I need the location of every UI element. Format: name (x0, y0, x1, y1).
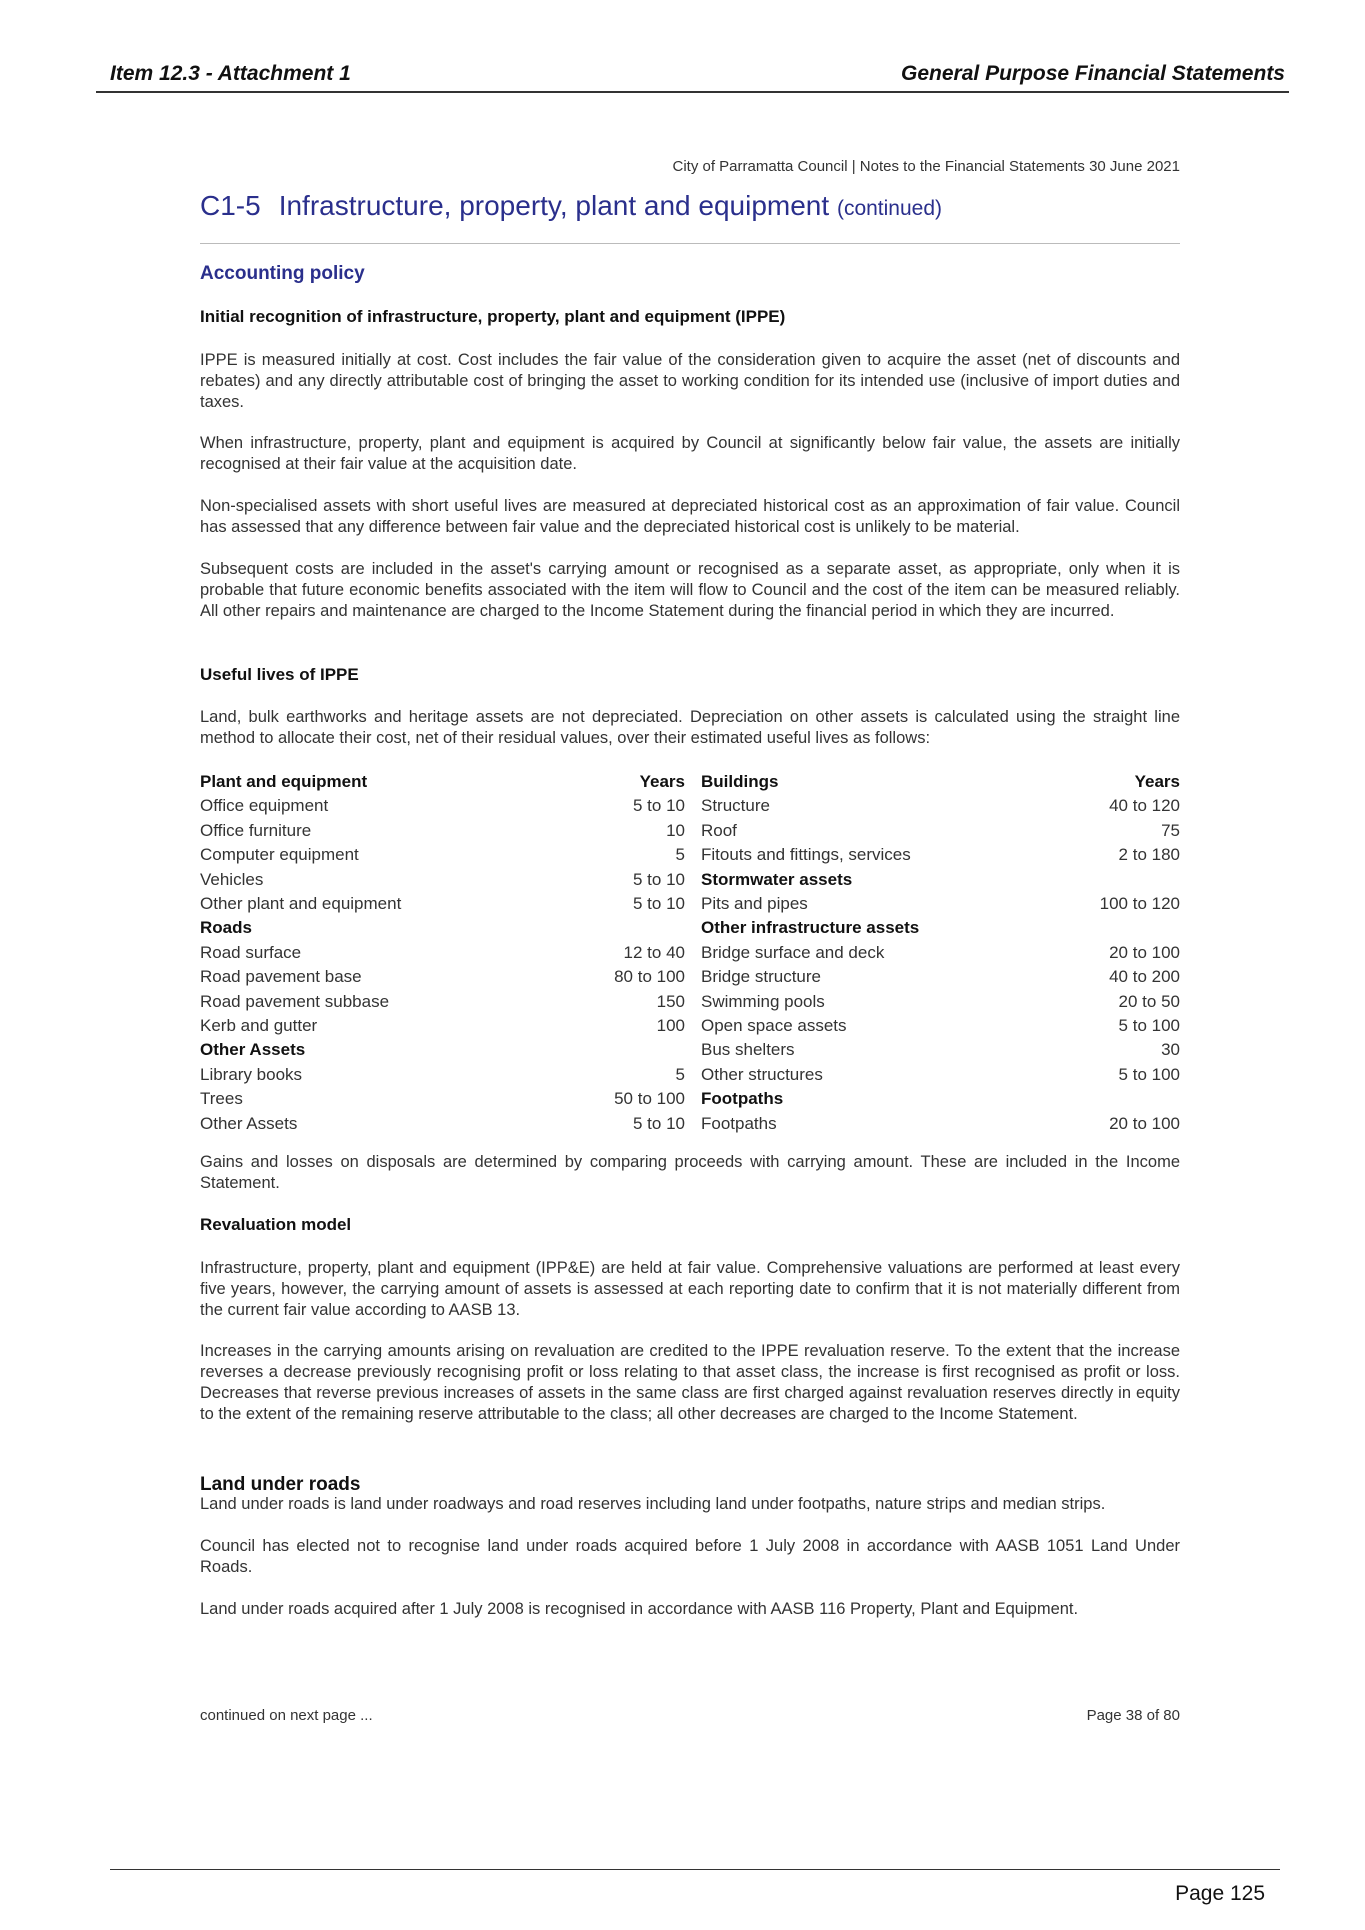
left-useful-life: 5 to 10 (633, 1113, 685, 1133)
right-useful-life (1021, 916, 1180, 940)
right-useful-life: 40 to 200 (1109, 967, 1180, 987)
running-head: City of Parramatta Council | Notes to the Financial Statements 30 June 2021 (672, 158, 1180, 175)
right-useful-life: 20 to 100 (1109, 1113, 1180, 1133)
land-under-roads-heading: Land under roads (200, 1474, 361, 1495)
section-title-text: Infrastructure, property, plant and equipment (278, 190, 830, 221)
useful-lives-row (200, 892, 1180, 916)
left-asset-name: Office furniture (200, 820, 312, 840)
land-under-roads-p1: Land under roads is land under roadways and road reserves including land under footpaths, nature strips and median strips. (200, 1495, 1106, 1513)
right-asset-name: Stormwater assets (701, 869, 853, 889)
right-useful-life: Years (1134, 772, 1180, 791)
left-useful-life (500, 1038, 701, 1062)
attachment-header: Item 12.3 - Attachment 1 (110, 62, 351, 85)
useful-lives-row (200, 819, 1180, 843)
title-rule (200, 243, 1180, 244)
left-asset-name: Vehicles (200, 869, 264, 889)
left-asset-name: Library books (200, 1064, 303, 1084)
left-useful-life: Years (639, 772, 685, 791)
initial-recognition-p1: IPPE is measured initially at cost. Cost includes the fair value of the consideration given to acquire the asset (net of discounts and rebates) and any directly attributable cost of bringing the asset to working condition for its intended use (inclusive of import duties and taxes. (200, 351, 1180, 411)
page-number: Page 125 (1175, 1882, 1265, 1905)
left-asset-name: Kerb and gutter (200, 1016, 318, 1036)
useful-lives-row (200, 1014, 1180, 1038)
useful-lives-row (200, 1063, 1180, 1087)
right-asset-name: Fitouts and fittings, services (701, 845, 911, 865)
left-useful-life: 5 to 10 (633, 869, 685, 889)
left-useful-life: 50 to 100 (614, 1089, 685, 1109)
accounting-policy-heading: Accounting policy (200, 263, 365, 284)
revaluation-heading: Revaluation model (200, 1215, 352, 1234)
left-asset-name: Road pavement base (200, 967, 362, 987)
right-asset-name: Other structures (701, 1064, 823, 1084)
right-asset-name: Footpaths (701, 1089, 784, 1109)
right-asset-name: Swimming pools (701, 991, 825, 1011)
right-asset-name: Roof (701, 820, 737, 840)
useful-lives-row (200, 868, 1180, 892)
right-asset-name: Other infrastructure assets (701, 918, 920, 938)
left-asset-name: Office equipment (200, 796, 329, 816)
right-useful-life (1021, 868, 1180, 892)
land-under-roads-p3: Land under roads acquired after 1 July 2008 is recognised in accordance with AASB 116 Property, Plant and Equipment. (200, 1600, 1079, 1618)
left-useful-life (500, 916, 701, 940)
left-useful-life: 5 to 10 (633, 796, 685, 816)
left-useful-life: 150 (656, 991, 685, 1011)
right-useful-life: 2 to 180 (1118, 845, 1180, 865)
initial-recognition-heading: Initial recognition of infrastructure, property, plant and equipment (IPPE) (200, 307, 786, 326)
useful-lives-table (200, 770, 1180, 1136)
useful-lives-row (200, 770, 1180, 794)
useful-lives-row (200, 965, 1180, 989)
left-asset-name: Plant and equipment (200, 772, 368, 791)
left-useful-life: 5 (675, 1064, 685, 1084)
right-asset-name: Bus shelters (701, 1040, 795, 1060)
right-asset-name: Footpaths (701, 1113, 777, 1133)
useful-lives-row (200, 794, 1180, 818)
initial-recognition-p3: Non-specialised assets with short useful lives are measured at depreciated historical cost as an approximation of fair value. Council has assessed that any difference between fair value and the depreciated historical cost is unlikely to be material. (200, 497, 1180, 536)
page-of-count: Page 38 of 80 (1086, 1707, 1180, 1724)
revaluation-p1: Infrastructure, property, plant and equipment (IPP&E) are held at fair value. Comprehensive valuations are performed at least every five years, however, the carrying amount of assets is assessed at each reporting date to confirm that it is not materially different from the current fair value according to AASB 13. (200, 1259, 1180, 1319)
continued-note: continued on next page ... (200, 1707, 373, 1724)
initial-recognition-p4: Subsequent costs are included in the asset's carrying amount or recognised as a separate asset, as appropriate, only when it is probable that future economic benefits associated with the item will flow to Council and the cost of the item can be measured reliably. All other repairs and maintenance are charged to the Income Statement during the financial period in which they are incurred. (200, 560, 1180, 620)
useful-lives-row (200, 990, 1180, 1014)
right-useful-life: 30 (1161, 1040, 1180, 1060)
useful-lives-row (200, 1112, 1180, 1136)
right-asset-name: Buildings (701, 772, 779, 791)
left-asset-name: Computer equipment (200, 845, 359, 865)
right-useful-life: 40 to 120 (1109, 796, 1180, 816)
right-useful-life: 20 to 100 (1109, 942, 1180, 962)
left-asset-name: Other plant and equipment (200, 894, 402, 914)
right-useful-life: 5 to 100 (1118, 1016, 1180, 1036)
gains-losses-paragraph: Gains and losses on disposals are determined by comparing proceeds with carrying amount. These are included in the Income Statement. (200, 1153, 1180, 1192)
header-rule (96, 91, 1289, 93)
left-asset-name: Other Assets (200, 1113, 298, 1133)
useful-lives-row (200, 843, 1180, 867)
section-number: C1-5 (200, 190, 261, 221)
document-header: General Purpose Financial Statements (901, 62, 1285, 85)
right-asset-name: Bridge structure (701, 967, 821, 987)
land-under-roads-p2: Council has elected not to recognise land under roads acquired before 1 July 2008 in accordance with AASB 1051 Land Under Roads. (200, 1537, 1180, 1576)
left-useful-life: 80 to 100 (614, 967, 685, 987)
initial-recognition-p2: When infrastructure, property, plant and equipment is acquired by Council at significantly below fair value, the assets are initially recognised at their fair value at the acquisition date. (200, 434, 1180, 473)
left-useful-life: 100 (656, 1016, 685, 1036)
left-useful-life: 12 to 40 (623, 942, 685, 962)
right-asset-name: Open space assets (701, 1016, 847, 1036)
footer-rule (110, 1869, 1280, 1870)
right-asset-name: Structure (701, 796, 770, 816)
useful-lives-row (200, 1038, 1180, 1062)
section-continued: (continued) (836, 197, 943, 220)
right-asset-name: Bridge surface and deck (701, 942, 885, 962)
right-useful-life: 100 to 120 (1099, 894, 1180, 914)
right-useful-life: 75 (1161, 820, 1180, 840)
right-asset-name: Pits and pipes (701, 894, 808, 914)
useful-lives-row (200, 916, 1180, 940)
useful-lives-intro: Land, bulk earthworks and heritage assets are not depreciated. Depreciation on other assets is calculated using the straight line method to allocate their cost, net of their residual values, over their estimated useful lives as follows: (200, 708, 1180, 747)
left-useful-life: 10 (666, 820, 685, 840)
useful-lives-heading: Useful lives of IPPE (200, 665, 359, 684)
left-asset-name: Trees (200, 1089, 243, 1109)
section-title (200, 190, 942, 222)
left-asset-name: Road pavement subbase (200, 991, 390, 1011)
left-asset-name: Other Assets (200, 1040, 306, 1060)
right-useful-life (1021, 1087, 1180, 1111)
useful-lives-row (200, 941, 1180, 965)
left-asset-name: Roads (200, 918, 252, 938)
left-useful-life: 5 (675, 845, 685, 865)
left-asset-name: Road surface (200, 942, 302, 962)
right-useful-life: 20 to 50 (1118, 991, 1180, 1011)
right-useful-life: 5 to 100 (1118, 1064, 1180, 1084)
useful-lives-row (200, 1087, 1180, 1111)
revaluation-p2: Increases in the carrying amounts arising on revaluation are credited to the IPPE revaluation reserve. To the extent that the increase reverses a decrease previously recognising profit or loss relating to that asset class, the increase is first recognised as profit or loss. Decreases that reverse previous increases of assets in the same class are first charged against revaluation reserves directly in equity to the extent of the remaining reserve attributable to the class; all other decreases are charged to the Income Statement. (200, 1342, 1180, 1423)
left-useful-life: 5 to 10 (633, 894, 685, 914)
